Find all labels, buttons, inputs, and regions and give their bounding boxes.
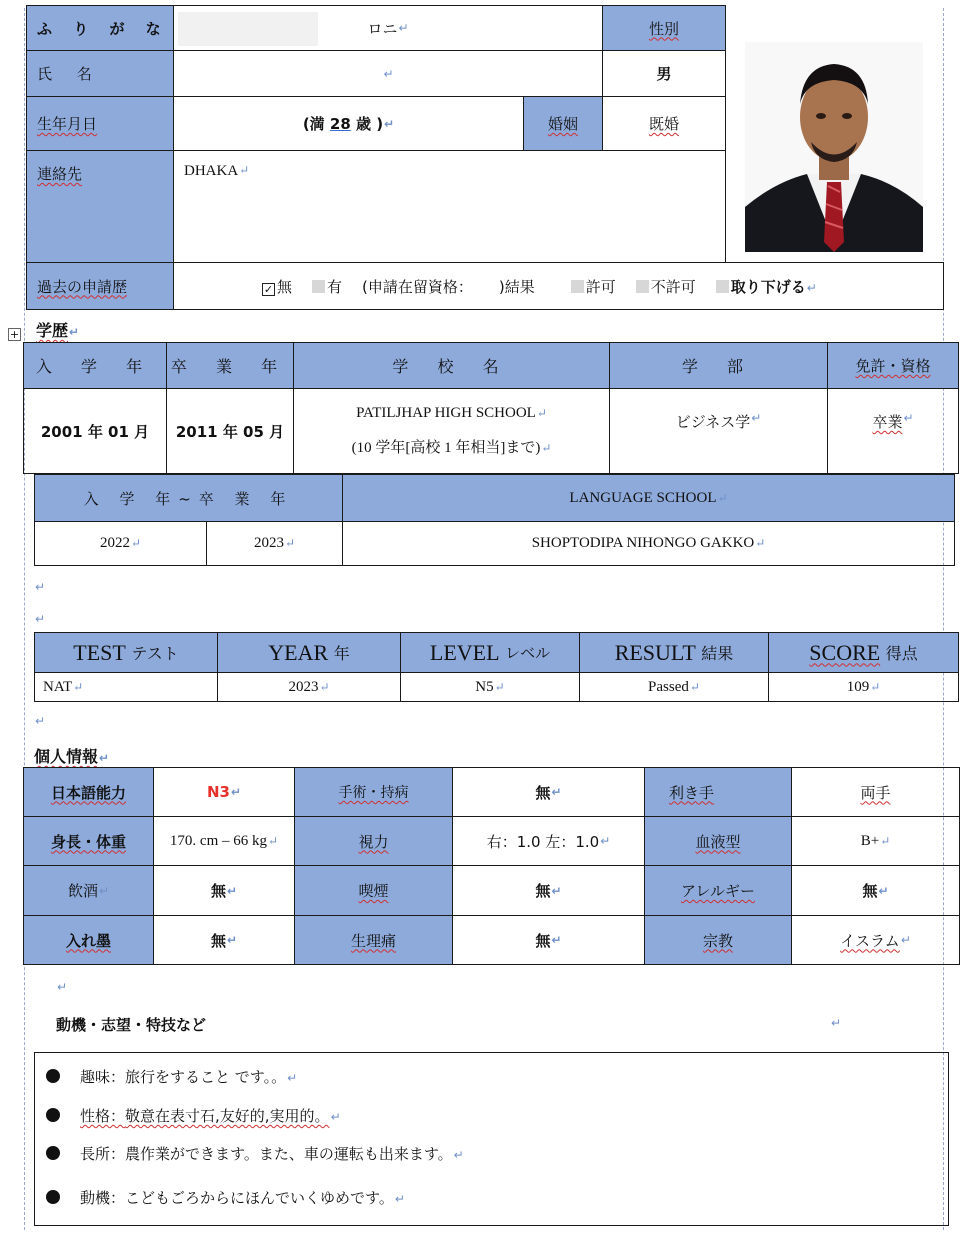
- applicant-photo: [745, 42, 923, 252]
- history-result-text: )結果: [498, 277, 535, 296]
- history-label: 過去の申請歴: [26, 262, 174, 310]
- furigana-label: ふ り が な: [26, 5, 174, 51]
- surgery-value: 無 ↵: [452, 767, 645, 817]
- vision-value: 右：1.0 左：1.0 ↵: [452, 816, 645, 866]
- test-header-year: YEAR 年: [217, 632, 401, 673]
- contact-label: 連絡先: [26, 150, 174, 263]
- table-move-handle-icon[interactable]: +: [9, 328, 20, 341]
- motivation-title: 動機・志望・特技など: [56, 1016, 207, 1034]
- test-header-result: RESULT 結果: [579, 632, 769, 673]
- name-value: ↵: [173, 50, 603, 97]
- test-cell-level: N5 ↵: [400, 672, 580, 702]
- contact-value: DHAKA ↵: [173, 150, 726, 263]
- hand-value: 両手: [791, 767, 960, 817]
- blood-label: 血液型: [644, 816, 792, 866]
- portrait-illustration: [745, 42, 923, 252]
- bullet-icon: [46, 1146, 60, 1160]
- test-cell-score: 109 ↵: [768, 672, 959, 702]
- edu-school-name: PATILJHAP HIGH SCHOOL↵ (10 学年[高校 1 年相当]まで)↵: [293, 388, 610, 474]
- edu-grad-date: 2011 年 05 月: [166, 388, 294, 474]
- test-cell-year: 2023 ↵: [217, 672, 401, 702]
- history-withdraw-checkbox[interactable]: 取り下げる↵: [716, 276, 817, 297]
- test-cell-name: NAT ↵: [34, 672, 218, 702]
- allergy-label: アレルギー: [644, 865, 792, 916]
- marriage-value: 既婚: [602, 96, 726, 151]
- religion-value: イスラム ↵: [791, 915, 960, 965]
- edu-header-school: 学 校 名: [293, 342, 610, 389]
- tattoo-value: 無 ↵: [153, 915, 295, 965]
- edu-faculty: ビジネス学 ↵: [609, 388, 828, 474]
- page-guide-left: [24, 8, 25, 1230]
- test-header-level: LEVEL レベル: [400, 632, 580, 673]
- lang-school-name: SHOPTODIPA NIHONGO GAKKO ↵: [342, 521, 955, 566]
- education-title: 学歴↵: [36, 321, 80, 340]
- surgery-label: 手術・持病: [294, 767, 453, 817]
- hw-value: 170. cm – 66 kg ↵: [153, 816, 295, 866]
- gender-value: 男: [602, 50, 726, 97]
- jp-ability-label: 日本語能力: [23, 767, 154, 817]
- allergy-value: 無 ↵: [791, 865, 960, 916]
- lang-end-year: 2023 ↵: [206, 521, 343, 566]
- edu-entry-date: 2001 年 01 月: [23, 388, 167, 474]
- motivation-item: 性格：敬意在表寸石,友好的,実用的。↵: [80, 1107, 341, 1125]
- test-header-score: SCORE 得点: [768, 632, 959, 673]
- edu-header-grad: 卒 業 年: [166, 342, 294, 389]
- history-yes-checkbox[interactable]: 有: [312, 276, 342, 297]
- jp-ability-value: N3 ↵: [153, 767, 295, 817]
- period-value: 無 ↵: [452, 915, 645, 965]
- blood-value: B+ ↵: [791, 816, 960, 866]
- hand-label: 利き手: [644, 767, 792, 817]
- motivation-item: 動機：こどもごろからにほんでいくゆめです。↵: [80, 1189, 405, 1207]
- vision-label: 視力: [294, 816, 453, 866]
- bullet-icon: [46, 1190, 60, 1204]
- lang-period-header: 入 学 年~卒 業 年: [34, 474, 343, 522]
- page-guide-right: [943, 8, 944, 1230]
- edu-header-qualification: 免許・資格: [827, 342, 959, 389]
- marriage-label: 婚姻: [523, 96, 603, 151]
- bullet-icon: [46, 1108, 60, 1122]
- motivation-item: 趣味：旅行をすること です。。↵: [80, 1068, 298, 1086]
- edu-header-entry: 入 学 年: [23, 342, 167, 389]
- dob-label: 生年月日: [26, 96, 174, 151]
- motivation-item: 長所：農作業ができます。また、車の運転も出来ます。↵: [80, 1145, 464, 1163]
- drink-label: 飲酒 ↵: [23, 865, 154, 916]
- history-status-text: (申請在留資格：: [362, 277, 473, 296]
- personal-title: 個人情報↵: [34, 747, 110, 766]
- gender-label: 性別: [602, 5, 726, 51]
- drink-value: 無 ↵: [153, 865, 295, 916]
- history-none-checkbox[interactable]: ✓ 無: [263, 277, 293, 296]
- lang-start-year: 2022 ↵: [34, 521, 207, 566]
- test-cell-result: Passed ↵: [579, 672, 769, 702]
- bullet-icon: [46, 1069, 60, 1083]
- smoke-value: 無 ↵: [452, 865, 645, 916]
- name-label: 氏 名: [26, 50, 174, 97]
- tattoo-label: 入れ墨: [23, 915, 154, 965]
- test-header-test: TEST テスト: [34, 632, 218, 673]
- period-label: 生理痛: [294, 915, 453, 965]
- edu-header-faculty: 学 部: [609, 342, 828, 389]
- history-options: [173, 262, 944, 310]
- age-value: (満 28 歳 ) ↵: [173, 96, 524, 151]
- smoke-label: 喫煙: [294, 865, 453, 916]
- religion-label: 宗教: [644, 915, 792, 965]
- lang-name-header: LANGUAGE SCHOOL ↵: [342, 474, 955, 522]
- history-permit-checkbox[interactable]: 許可: [571, 276, 616, 297]
- edu-qualification: 卒業 ↵: [827, 388, 959, 474]
- hw-label: 身長・体重: [23, 816, 154, 866]
- history-deny-checkbox[interactable]: 不許可: [636, 276, 696, 297]
- furigana-value: ロニ ↵: [173, 5, 603, 51]
